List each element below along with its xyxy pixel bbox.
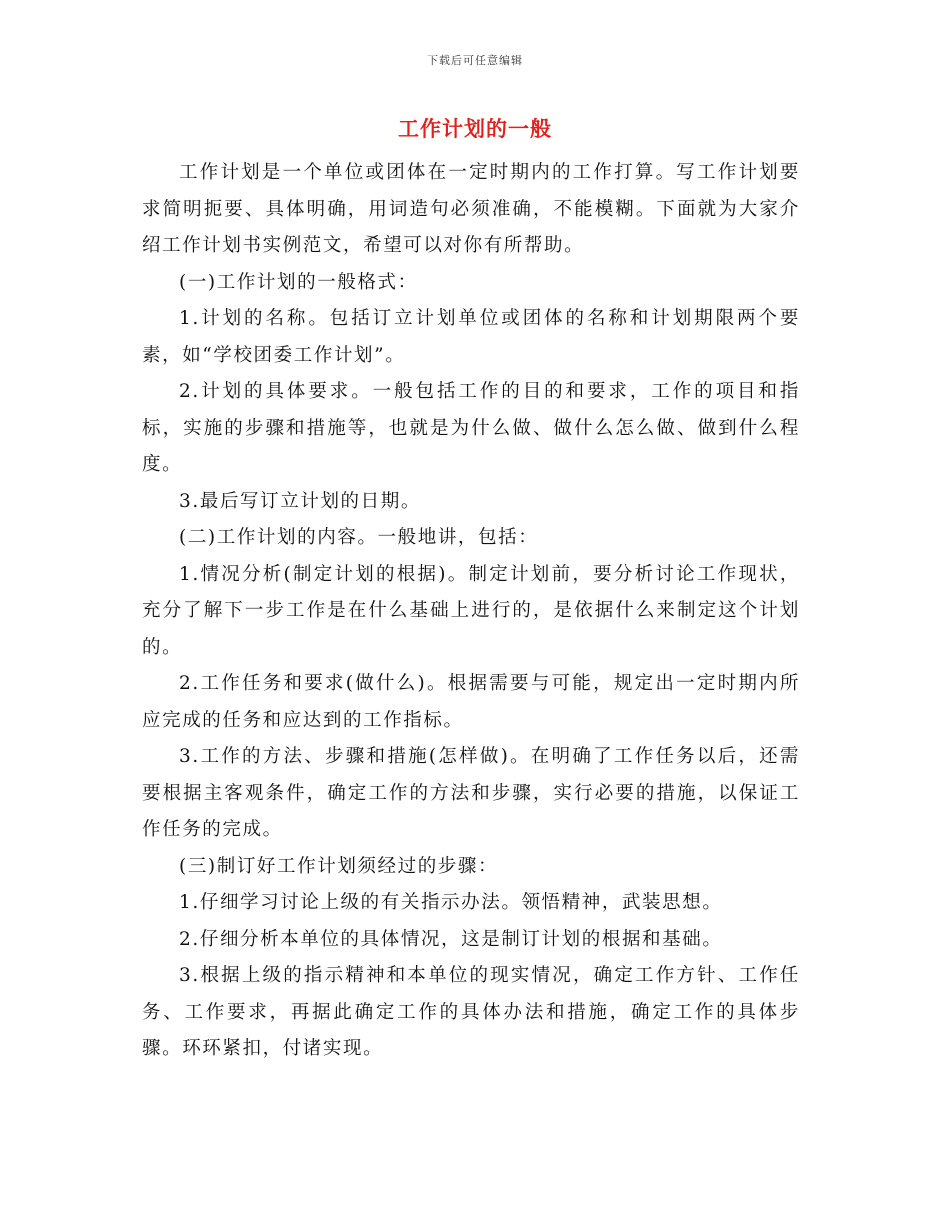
paragraph: 1.仔细学习讨论上级的有关指示办法。领悟精神，武装思想。 [179, 892, 723, 913]
paragraph: 1.情况分析(制定计划的根据)。制定计划前，要分析讨论工作现状，充分了解下一步工作是在什么基础上进行的，是依据什么来制定这个计划的。 [142, 563, 800, 658]
document-body [142, 155, 800, 1068]
paragraph: 3.根据上级的指示精神和本单位的现实情况，确定工作方针、工作任务、工作要求，再据此确定工作的具体办法和措施，确定工作的具体步骤。环环紧扣，付诸实现。 [142, 965, 800, 1059]
paragraph: 2.计划的具体要求。一般包括工作的目的和要求，工作的项目和指标，实施的步骤和措施等，也就是为什么做、做什么怎么做、做到什么程度。 [142, 381, 800, 475]
document-title: 工作计划的一般 [398, 116, 552, 141]
section-heading-steps: (三)制订好工作计划须经过的步骤： [179, 855, 499, 877]
paragraph: 2.仔细分析本单位的具体情况，这是制订计划的根据和基础。 [179, 928, 723, 950]
section-heading-content: (二)工作计划的内容。一般地讲，包括： [179, 527, 539, 548]
section-heading-format: (一)工作计划的一般格式： [179, 271, 418, 293]
paragraph: 3.工作的方法、步骤和措施(怎样做)。在明确了工作任务以后，还需要根据主客观条件，确定工作的方法和步骤，实行必要的措施，以保证工作任务的完成。 [142, 746, 800, 840]
paragraph: 3.最后写订立计划的日期。 [179, 490, 421, 512]
paragraph: 2.工作任务和要求(做什么)。根据需要与可能，规定出一定时期内所应完成的任务和应达到的工作指标。 [142, 673, 800, 731]
paragraph-intro: 工作计划是一个单位或团体在一定时期内的工作打算。写工作计划要求简明扼要、具体明确，用词造句必须准确，不能模糊。下面就为大家介绍工作计划书实例范文，希望可以对你有所帮助。 [142, 162, 800, 256]
paragraph: 1.计划的名称。包括订立计划单位或团体的名称和计划期限两个要素，如“学校团委工作计划”。 [142, 308, 800, 366]
header-note: 下载后可任意编辑 [427, 54, 523, 67]
